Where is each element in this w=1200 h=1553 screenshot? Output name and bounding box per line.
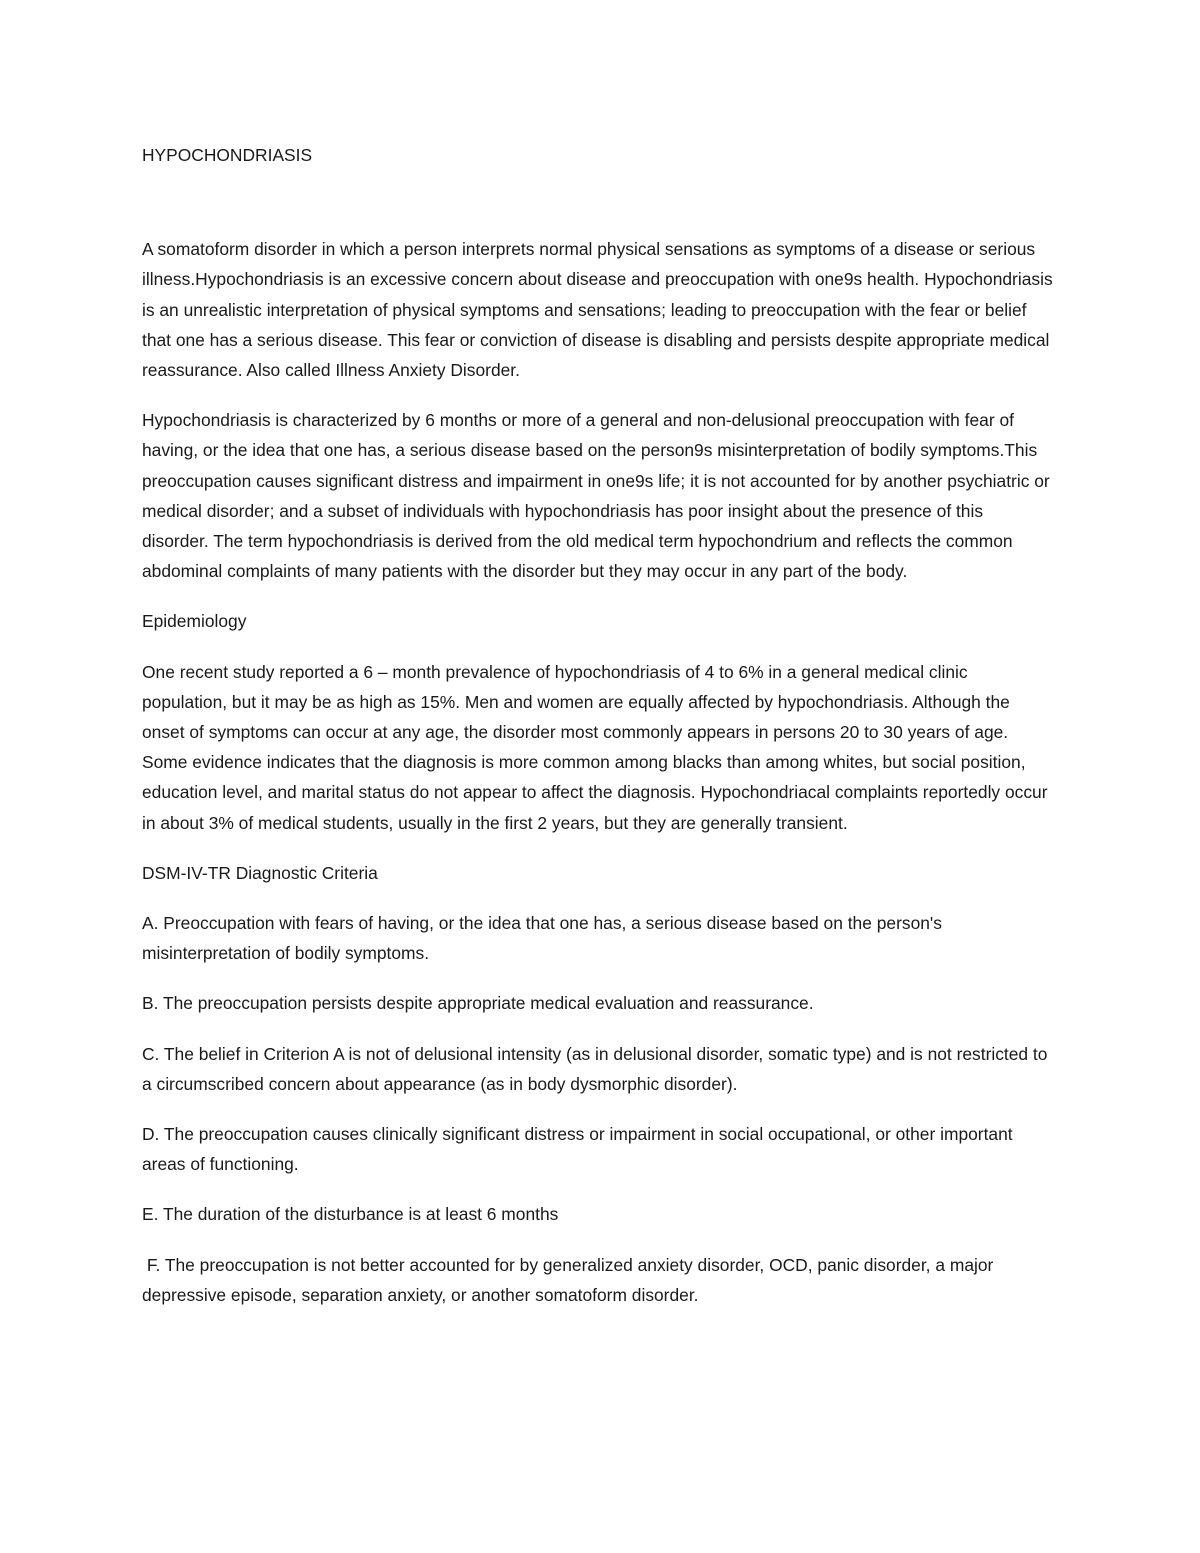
document-page bbox=[142, 140, 1054, 1330]
paragraph-characterization: Hypochondriasis is characterized by 6 months or more of a general and non-delusional preoccupation with fear of having, or the idea that one has, a serious disease based on the person9s misinterpretation of bodily symptoms.This preoccupation causes significant distress and impairment in one9s life; it is not accounted for by another psychiatric or medical disorder; and a subset of individuals with hypochondriasis has poor insight about the presence of this disorder. The term hypochondriasis is derived from the old medical term hypochondrium and reflects the common abdominal complaints of many patients with the disorder but they may occur in any part of the body. bbox=[142, 410, 1050, 582]
paragraph-epidemiology: One recent study reported a 6 – month prevalence of hypochondriasis of 4 to 6% in a general medical clinic population, but it may be as high as 15%. Men and women are equally affected by hypochondriasis. Although the onset of symptoms can occur at any age, the disorder most commonly appears in persons 20 to 30 years of age. Some evidence indicates that the diagnosis is more common among blacks than among whites, but social position, education level, and marital status do not appear to affect the diagnosis. Hypochondriacal complaints reportedly occur in about 3% of medical students, usually in the first 2 years, but they are generally transient. bbox=[142, 661, 1048, 833]
criterion-c: C. The belief in Criterion A is not of delusional intensity (as in delusional disorder, somatic type) and is not restricted to a circumscribed concern about appearance (as in body dysmorphic disorder). bbox=[142, 1043, 1048, 1094]
criterion-d: D. The preoccupation causes clinically significant distress or impairment in social occupational, or other important areas of functioning. bbox=[142, 1124, 1013, 1175]
criterion-a: A. Preoccupation with fears of having, or the idea that one has, a serious disease based on the person's misinterpretation of bodily symptoms. bbox=[142, 913, 942, 964]
criterion-f: F. The preoccupation is not better accounted for by generalized anxiety disorder, OCD, panic disorder, a major depressive episode, separation anxiety, or another somatoform disorder. bbox=[142, 1254, 999, 1305]
criterion-e: E. The duration of the disturbance is at least 6 months bbox=[142, 1204, 559, 1225]
heading-epidemiology: Epidemiology bbox=[142, 611, 247, 632]
heading-dsm-criteria: DSM-IV-TR Diagnostic Criteria bbox=[142, 862, 378, 883]
criterion-b: B. The preoccupation persists despite appropriate medical evaluation and reassurance. bbox=[142, 993, 814, 1014]
paragraph-definition: A somatoform disorder in which a person interprets normal physical sensations as symptoms of a disease or serious illness.Hypochondriasis is an excessive concern about disease and preoccupation with one9s health. Hypochondriasis is an unrealistic interpretation of physical symptoms and sensations; leading to preoccupation with the fear or belief that one has a serious disease. This fear or conviction of disease is disabling and persists despite appropriate medical reassurance. Also called Illness Anxiety Disorder. bbox=[142, 239, 1053, 381]
document-title: HYPOCHONDRIASIS bbox=[142, 145, 313, 165]
